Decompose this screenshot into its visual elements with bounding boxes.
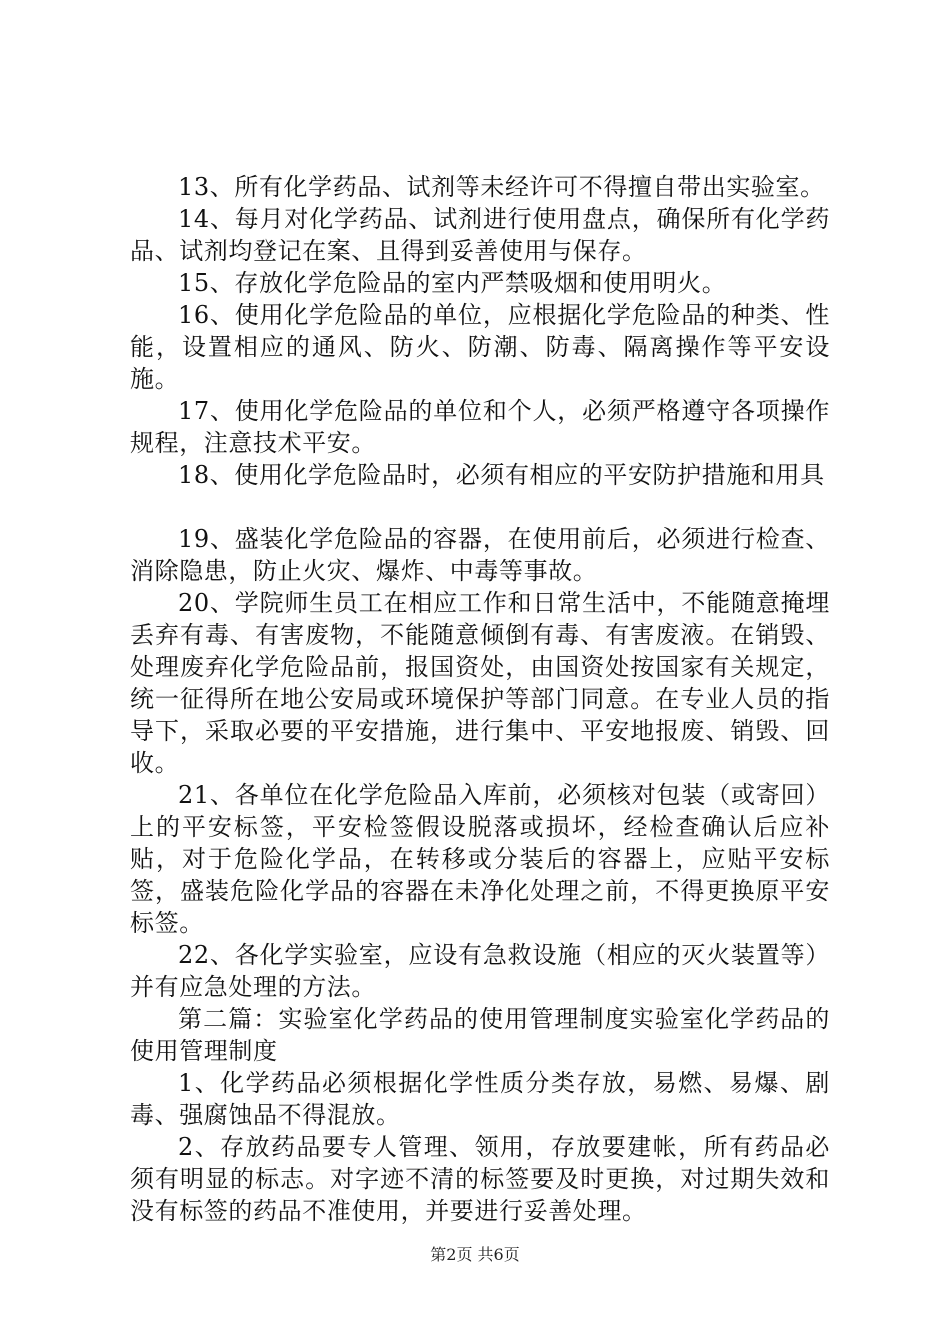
paragraph-16: 16、使用化学危险品的单位，应根据化学危险品的种类、性能，设置相应的通风、防火、防潮、防毒、隔离操作等平安设施。 — [130, 301, 830, 393]
paragraph-rule-1: 1、化学药品必须根据化学性质分类存放，易燃、易爆、剧毒、强腐蚀品不得混放。 — [130, 1069, 830, 1129]
document-body — [130, 171, 830, 1227]
paragraph-22: 22、各化学实验室，应设有急救设施（相应的灭火装置等）并有应急处理的方法。 — [130, 941, 830, 1001]
paragraph-15: 15、存放化学危险品的室内严禁吸烟和使用明火。 — [178, 269, 727, 297]
paragraph-20: 20、学院师生员工在相应工作和日常生活中，不能随意掩埋丢弃有毒、有害废物，不能随意倾倒有毒、有害废液。在销毁、处理废弃化学危险品前，报国资处，由国资处按国家有关规定，统一征得所在地公安局或环境保护等部门同意。在专业人员的指导下，采取必要的平安措施，进行集中、平安地报废、销毁、回收。 — [130, 589, 830, 777]
section-heading: 第二篇：实验室化学药品的使用管理制度实验室化学药品的使用管理制度 — [130, 1005, 830, 1065]
paragraph-21: 21、各单位在化学危险品入库前，必须核对包装（或寄回）上的平安标签，平安检签假设脱落或损坏，经检查确认后应补贴，对于危险化学品，在转移或分装后的容器上，应贴平安标签，盛装危险化学品的容器在未净化处理之前，不得更换原平安标签。 — [130, 781, 830, 937]
paragraph-rule-2: 2、存放药品要专人管理、领用，存放要建帐，所有药品必须有明显的标志。对字迹不清的标签要及时更换，对过期失效和没有标签的药品不准使用，并要进行妥善处理。 — [130, 1133, 830, 1225]
paragraph-14: 14、每月对化学药品、试剂进行使用盘点，确保所有化学药品、试剂均登记在案、且得到妥善使用与保存。 — [130, 205, 830, 265]
paragraph-19: 19、盛装化学危险品的容器，在使用前后，必须进行检查、消除隐患，防止火灾、爆炸、中毒等事故。 — [130, 525, 830, 585]
page-footer: 第2页 共6页 — [430, 1245, 520, 1264]
paragraph-18: 18、使用化学危险品时，必须有相应的平安防护措施和用具 — [178, 461, 825, 489]
paragraph-17: 17、使用化学危险品的单位和个人，必须严格遵守各项操作规程，注意技术平安。 — [130, 397, 830, 457]
paragraph-13: 13、所有化学药品、试剂等未经许可不得擅自带出实验室。 — [178, 173, 825, 201]
